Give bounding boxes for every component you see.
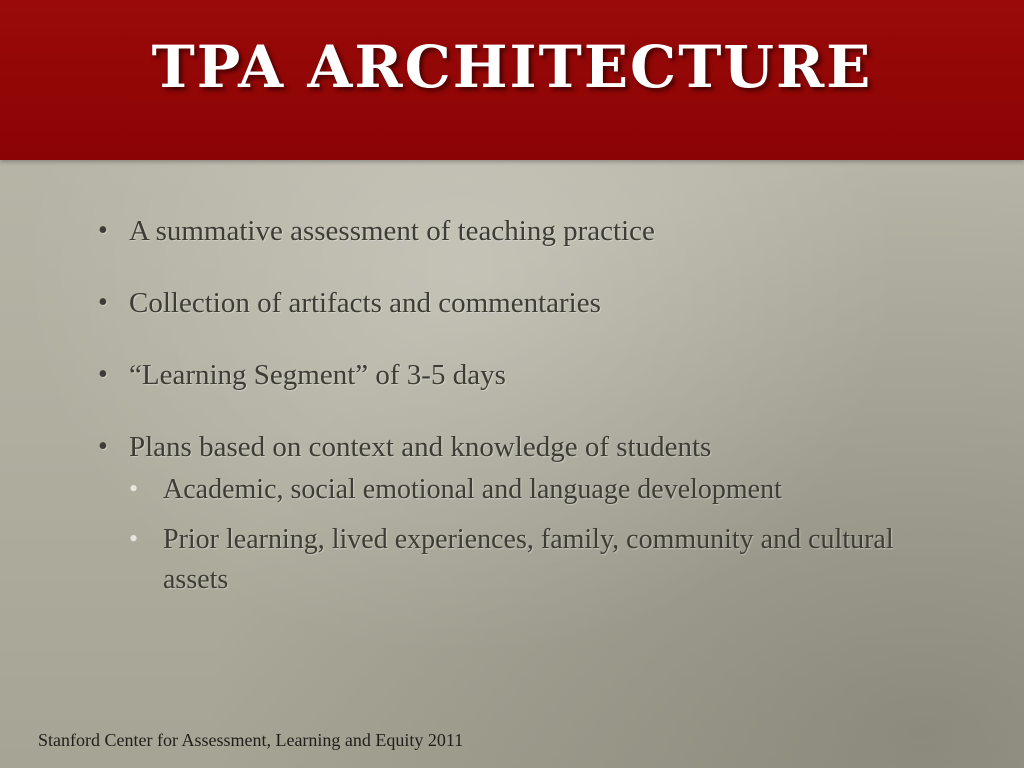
list-item xyxy=(96,428,956,600)
bullet-icon: • xyxy=(98,215,108,246)
bullet-text: A summative assessment of teaching practice xyxy=(129,215,655,247)
sub-list-item xyxy=(129,470,956,510)
sub-bullet-text: Academic, social emotional and language development xyxy=(163,474,782,505)
bullet-list xyxy=(96,212,956,600)
list-item xyxy=(96,212,956,250)
bullet-text: Plans based on context and knowledge of students xyxy=(129,431,712,463)
sub-bullet-list xyxy=(129,470,956,600)
sub-bullet-text: Prior learning, lived experiences, family, community and cultural assets xyxy=(163,524,894,595)
bullet-icon: • xyxy=(98,431,108,462)
sub-list-item xyxy=(129,520,956,600)
list-item xyxy=(96,284,956,322)
bullet-text: “Learning Segment” of 3-5 days xyxy=(129,359,506,391)
slide-content xyxy=(96,212,956,610)
bullet-text: Collection of artifacts and commentaries xyxy=(129,287,601,319)
list-item xyxy=(96,356,956,394)
title-bar xyxy=(0,0,1024,160)
bullet-icon: • xyxy=(98,287,108,318)
sub-bullet-icon: • xyxy=(129,524,139,553)
slide-footer: Stanford Center for Assessment, Learning and Equity 2011 xyxy=(38,730,464,750)
sub-bullet-icon: • xyxy=(129,474,139,503)
bullet-icon: • xyxy=(98,359,108,390)
slide-title: TPA ARCHITECTURE xyxy=(151,33,873,101)
